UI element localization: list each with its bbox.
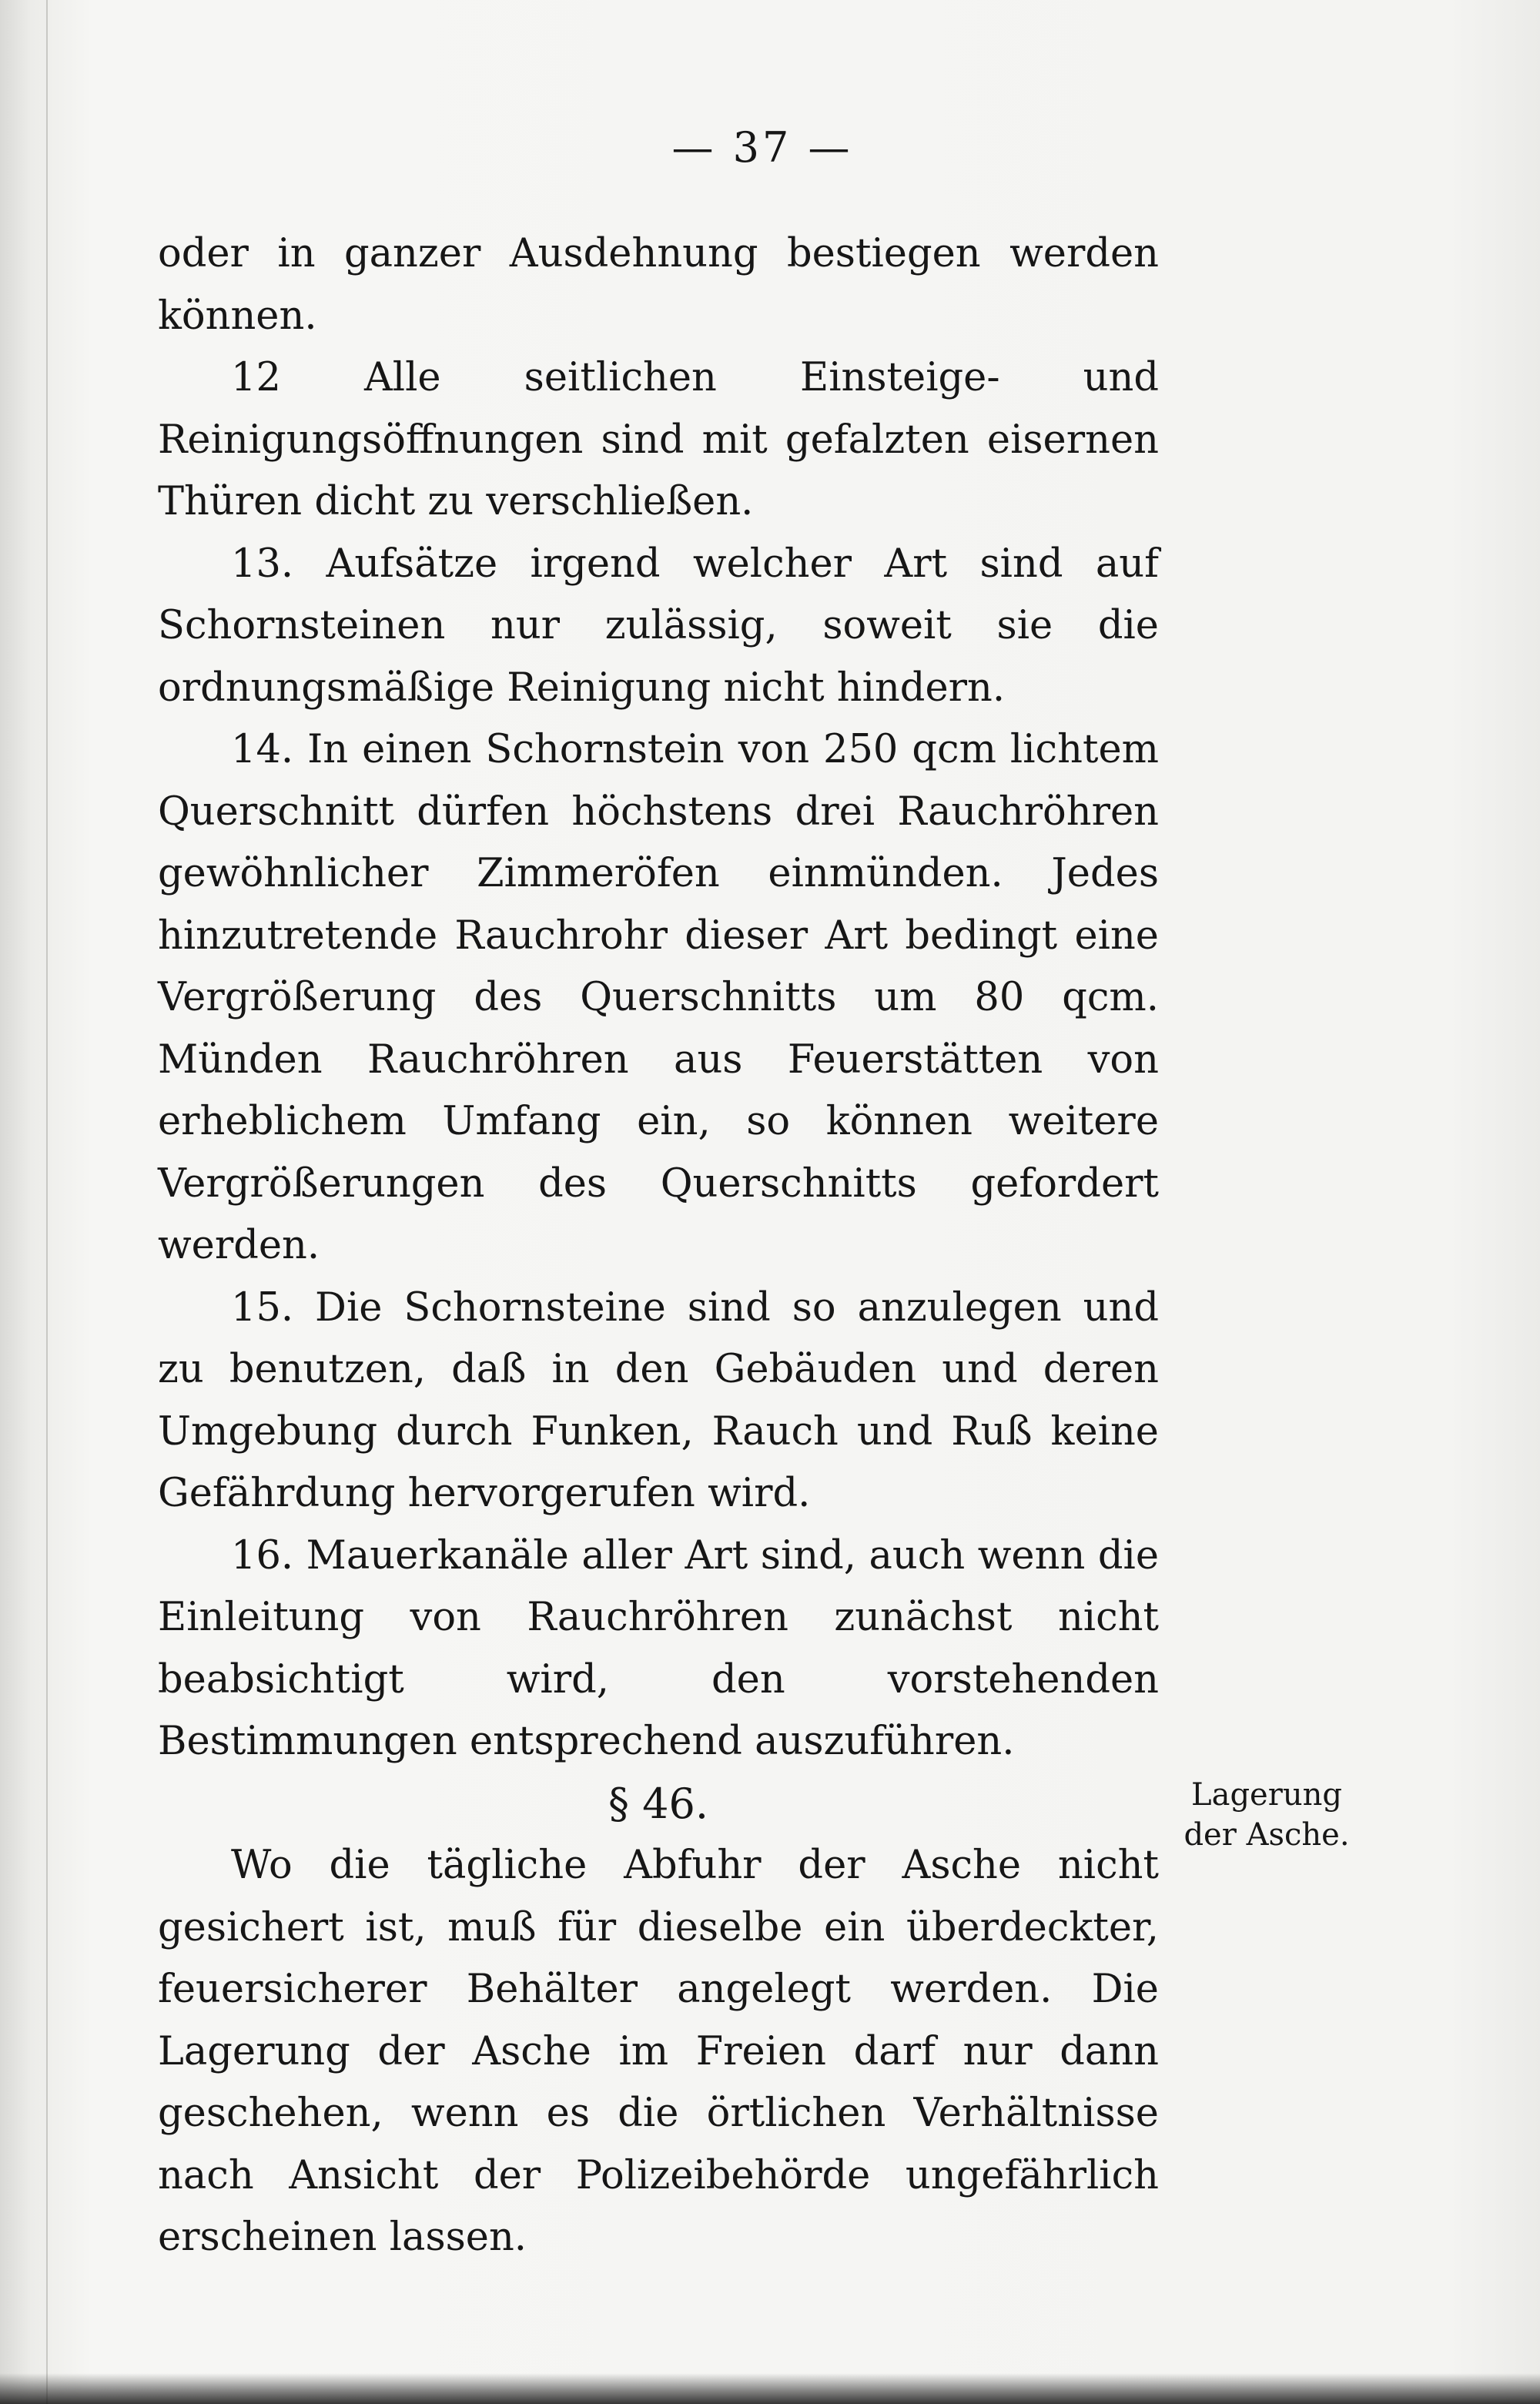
section-heading: § 46.	[608, 1779, 709, 1828]
section-46-paragraph: Wo die tägliche Abfuhr der Asche nicht gesichert ist, muß für dieselbe ein überdeckter, feuersicherer Behälter angelegt werden. Die Lagerung der Asche im Freien darf nur dann geschehen, wenn es die örtlichen Verhältnisse nach Ansicht der Polizeibehörde ungefährlich erscheinen lassen.	[158, 1843, 1159, 2260]
body-text	[158, 223, 1159, 2269]
paragraph-13: 13. Aufsätze irgend welcher Art sind auf Schornsteinen nur zulässig, soweit sie die ordnungsmäßige Reinigung nicht hindern.	[158, 541, 1159, 711]
page-bottom-edge	[0, 2373, 1540, 2404]
page-number: — 37 —	[671, 123, 853, 172]
paragraph-15: 15. Die Schornsteine sind so anzulegen und zu benutzen, daß in den Gebäuden und deren Umgebung durch Funken, Rauch und Ruß keine Gefährdung hervorgerufen wird.	[158, 1284, 1159, 1516]
paragraph-continuation: oder in ganzer Ausdehnung bestiegen werden können.	[158, 231, 1159, 339]
paragraph-16: 16. Mauerkanäle aller Art sind, auch wenn die Einleitung von Rauchröhren zunächst nicht beabsichtigt wird, den vorstehenden Bestimmungen entsprechend auszuführen.	[158, 1532, 1159, 1764]
paragraph-12: 12 Alle seitlichen Einsteige- und Reinigungsöffnungen sind mit gefalzten eisernen Thüren dicht zu verschließen.	[158, 355, 1159, 524]
paragraph-14: 14. In einen Schornstein von 250 qcm lichtem Querschnitt dürfen höchstens drei Rauchröhren gewöhnlicher Zimmeröfen einmünden. Jedes hinzutretende Rauchrohr dieser Art bedingt eine Vergrößerung des Querschnitts um 80 qcm. Münden Rauchröhren aus Feuerstätten von erheblichem Umfang ein, so können weitere Vergrößerungen des Querschnitts gefordert werden.	[158, 727, 1159, 1268]
margin-note: Lagerung der Asche.	[1183, 1777, 1350, 1853]
page-gutter-line	[46, 0, 48, 2404]
